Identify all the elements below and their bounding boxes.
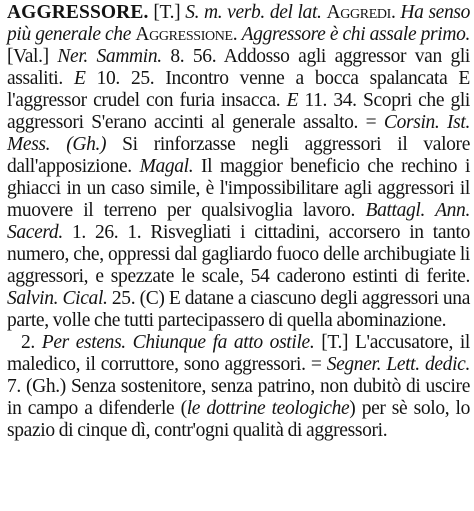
headword: AGGRESSORE. xyxy=(7,2,149,23)
quote-source-4: Magal. xyxy=(139,156,194,177)
quote-text-0: [Val.] xyxy=(7,46,58,67)
quote-ref-2: 11. 34. Scopri che gli aggressori S'erano accinti al generale assalto. = xyxy=(7,90,470,133)
sense-text: L'accusatore, il maledico, il corruttore, sono aggressori. = xyxy=(7,332,470,375)
defined-word: Aggressione. xyxy=(135,24,238,45)
quote-ref-6: 25. (C) E datane a ciascuno degli aggressori una parte, volle che tutti partecipassero di quella abominazione. xyxy=(7,288,470,331)
entry-aggressore xyxy=(7,2,470,332)
quote-source-5: Battagl. Ann. Sacerd. xyxy=(7,200,470,243)
sense-ref-end: ) per sè solo, lo spazio di cinque dì, contr'ogni qualità di aggressori. xyxy=(7,398,470,441)
definition: Ha senso più generale che xyxy=(7,2,471,45)
quote-ref-5: 1. 26. 1. Risvegliati i cittadini, accorsero in tanto numero, che, oppressi dal gagliardo fuoco delle archibugiate li aggressori, e spezzate le scale, 54 caderono estinti di ferite. xyxy=(7,222,470,287)
sense-ref: 7. (Gh.) Senza sostenitore, senza patrino, non dubitò di uscire in campo a difenderle ( xyxy=(7,376,470,419)
grammar-note: S. m. verb. del lat. xyxy=(185,2,322,23)
sense-quote: le dottrine teologiche xyxy=(186,398,350,419)
sense-definition: Per estens. Chiunque fa atto ostile. xyxy=(41,332,315,353)
sense-source: Segner. Lett. dedic. xyxy=(326,354,470,375)
quote-ref-1: 10. 25. Incontro venne a bocca spalancata E l'aggressor crudel con furia insacca. xyxy=(7,68,470,111)
quote-source-3: Corsin. Ist. Mess. (Gh.) xyxy=(7,112,470,155)
register-tag: [T.] xyxy=(153,2,181,23)
defined-word-gloss: Aggressore è chi assale primo. xyxy=(241,24,470,45)
quote-source-2: E xyxy=(286,90,299,111)
quote-ref-3: Si rinforzasse negli aggressori il valore dall'apposizione. xyxy=(7,134,470,177)
quote-ref-0: 8. 56. Addosso agli aggressor van gli assaliti. xyxy=(7,46,470,89)
sense-tag: [T.] xyxy=(314,332,355,353)
sense-number: 2. xyxy=(21,332,35,353)
quote-source-1: E xyxy=(73,68,86,89)
etymon: Aggredi. xyxy=(326,2,396,23)
quote-source-6: Salvin. Cical. xyxy=(7,288,108,309)
quote-ref-4: Il maggior beneficio che rechino i ghiacci in un caso simile, è l'impossibilitare agli aggressori il muovere il terreno per qualsivoglia lavoro. xyxy=(7,156,471,221)
quote-source-0: Ner. Sammin. xyxy=(57,46,162,67)
sense-2 xyxy=(7,332,470,442)
